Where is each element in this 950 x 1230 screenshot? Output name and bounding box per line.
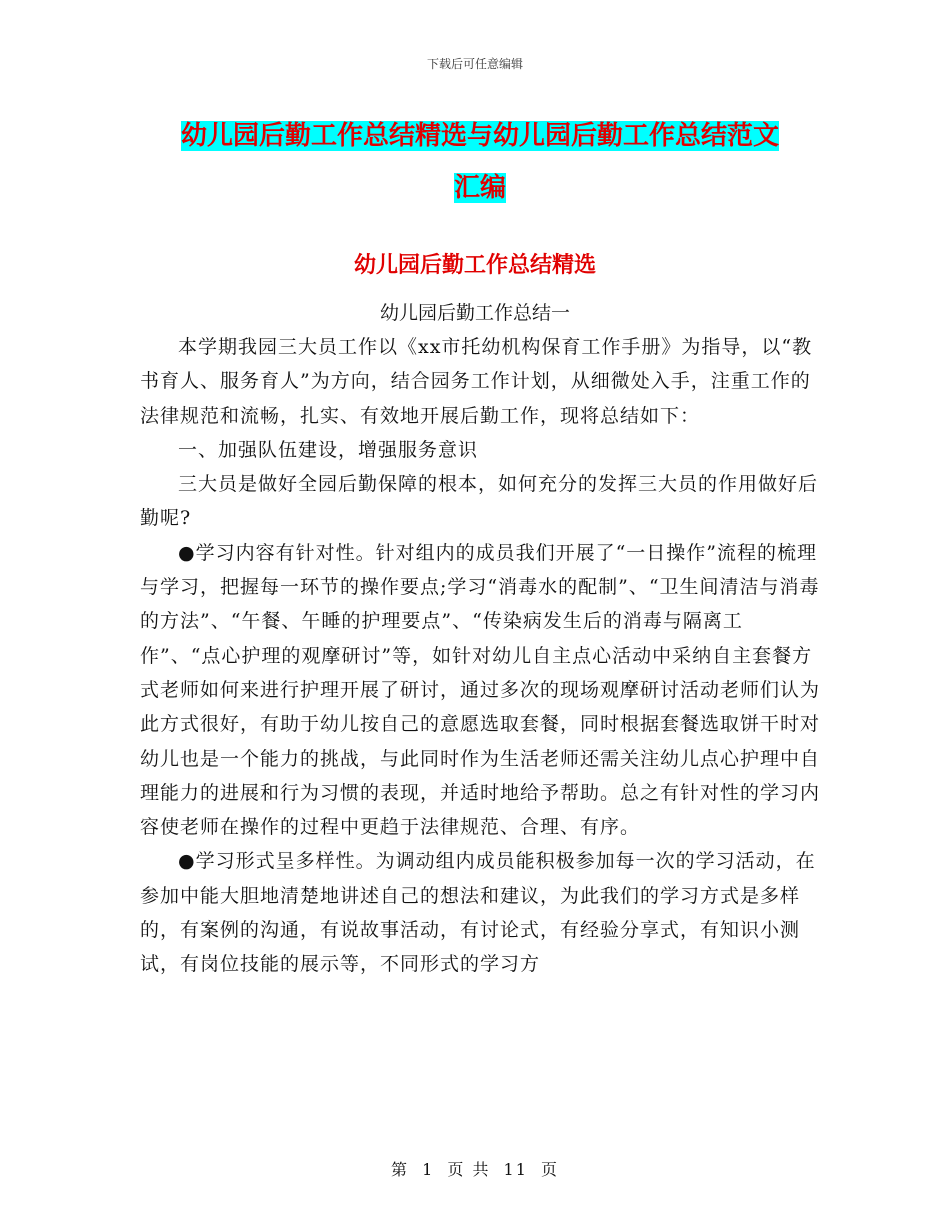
paragraph-bullet-content: ●学习内容有针对性。针对组内的成员我们开展了“一日操作”流程的梳理与学习，把握每一环节的操作要点;学习“消毒水的配制”、“卫生间清洁与消毒的方法”、“午餐、午睡的护理要点”、“传染病发生后的消毒与隔离工作”、“点心护理的观摩研讨”等，如针对幼儿自主点心活动中采纳自主套餐方式老师如何来进行护理开展了研讨，通过多次的现场观摩研讨活动老师们认为此方式很好，有助于幼儿按自己的意愿选取套餐，同时根据套餐选取饼干时对幼儿也是一个能力的挑战，与此同时作为生活老师还需关注幼儿点心护理中自理能力的进展和行为习惯的表现，并适时地给予帮助。总之有针对性的学习内容使老师在操作的过程中更趋于法律规范、合理、有序。 <box>140 541 821 839</box>
paragraph-intro: 本学期我园三大员工作以《xx市托幼机构保育工作手册》为指导，以“教书育人、服务育人”为方向，结合园务工作计划，从细微处入手，注重工作的法律规范和流畅，扎实、有效地开展后勤工作，现将总结如下： <box>140 336 813 427</box>
total-pages: 11 <box>503 1160 528 1179</box>
paragraph-question: 三大员是做好全园后勤保障的根本，如何充分的发挥三大员的作用做好后勤呢? <box>140 473 819 530</box>
header-note: 下载后可任意编辑 <box>426 57 523 71</box>
page-footer <box>0 1157 950 1180</box>
document-title <box>140 110 820 214</box>
body-text <box>140 330 820 982</box>
subtitle: 幼儿园后勤工作总结精选 <box>353 253 596 278</box>
paragraph-heading-1: 一、加强队伍建设，增强服务意识 <box>178 438 479 461</box>
document-title-line2: 汇编 <box>453 173 506 203</box>
section-title: 幼儿园后勤工作总结一 <box>379 302 570 324</box>
footer-prefix: 第 <box>390 1160 409 1179</box>
footer-middle: 页 共 <box>447 1160 491 1179</box>
paragraph-bullet-form: ●学习形式呈多样性。为调动组内成员能积极参加每一次的学习活动，在参加中能大胆地清楚地讲述自己的想法和建议，为此我们的学习方式是多样的，有案例的沟通，有说故事活动，有讨论式，有经验分享式，有知识小测试，有岗位技能的展示等，不同形式的学习方 <box>140 850 816 976</box>
page-number: 1 <box>422 1160 435 1179</box>
document-title-line1: 幼儿园后勤工作总结精选与幼儿园后勤工作总结范文 <box>180 121 779 151</box>
footer-suffix: 页 <box>541 1160 560 1179</box>
